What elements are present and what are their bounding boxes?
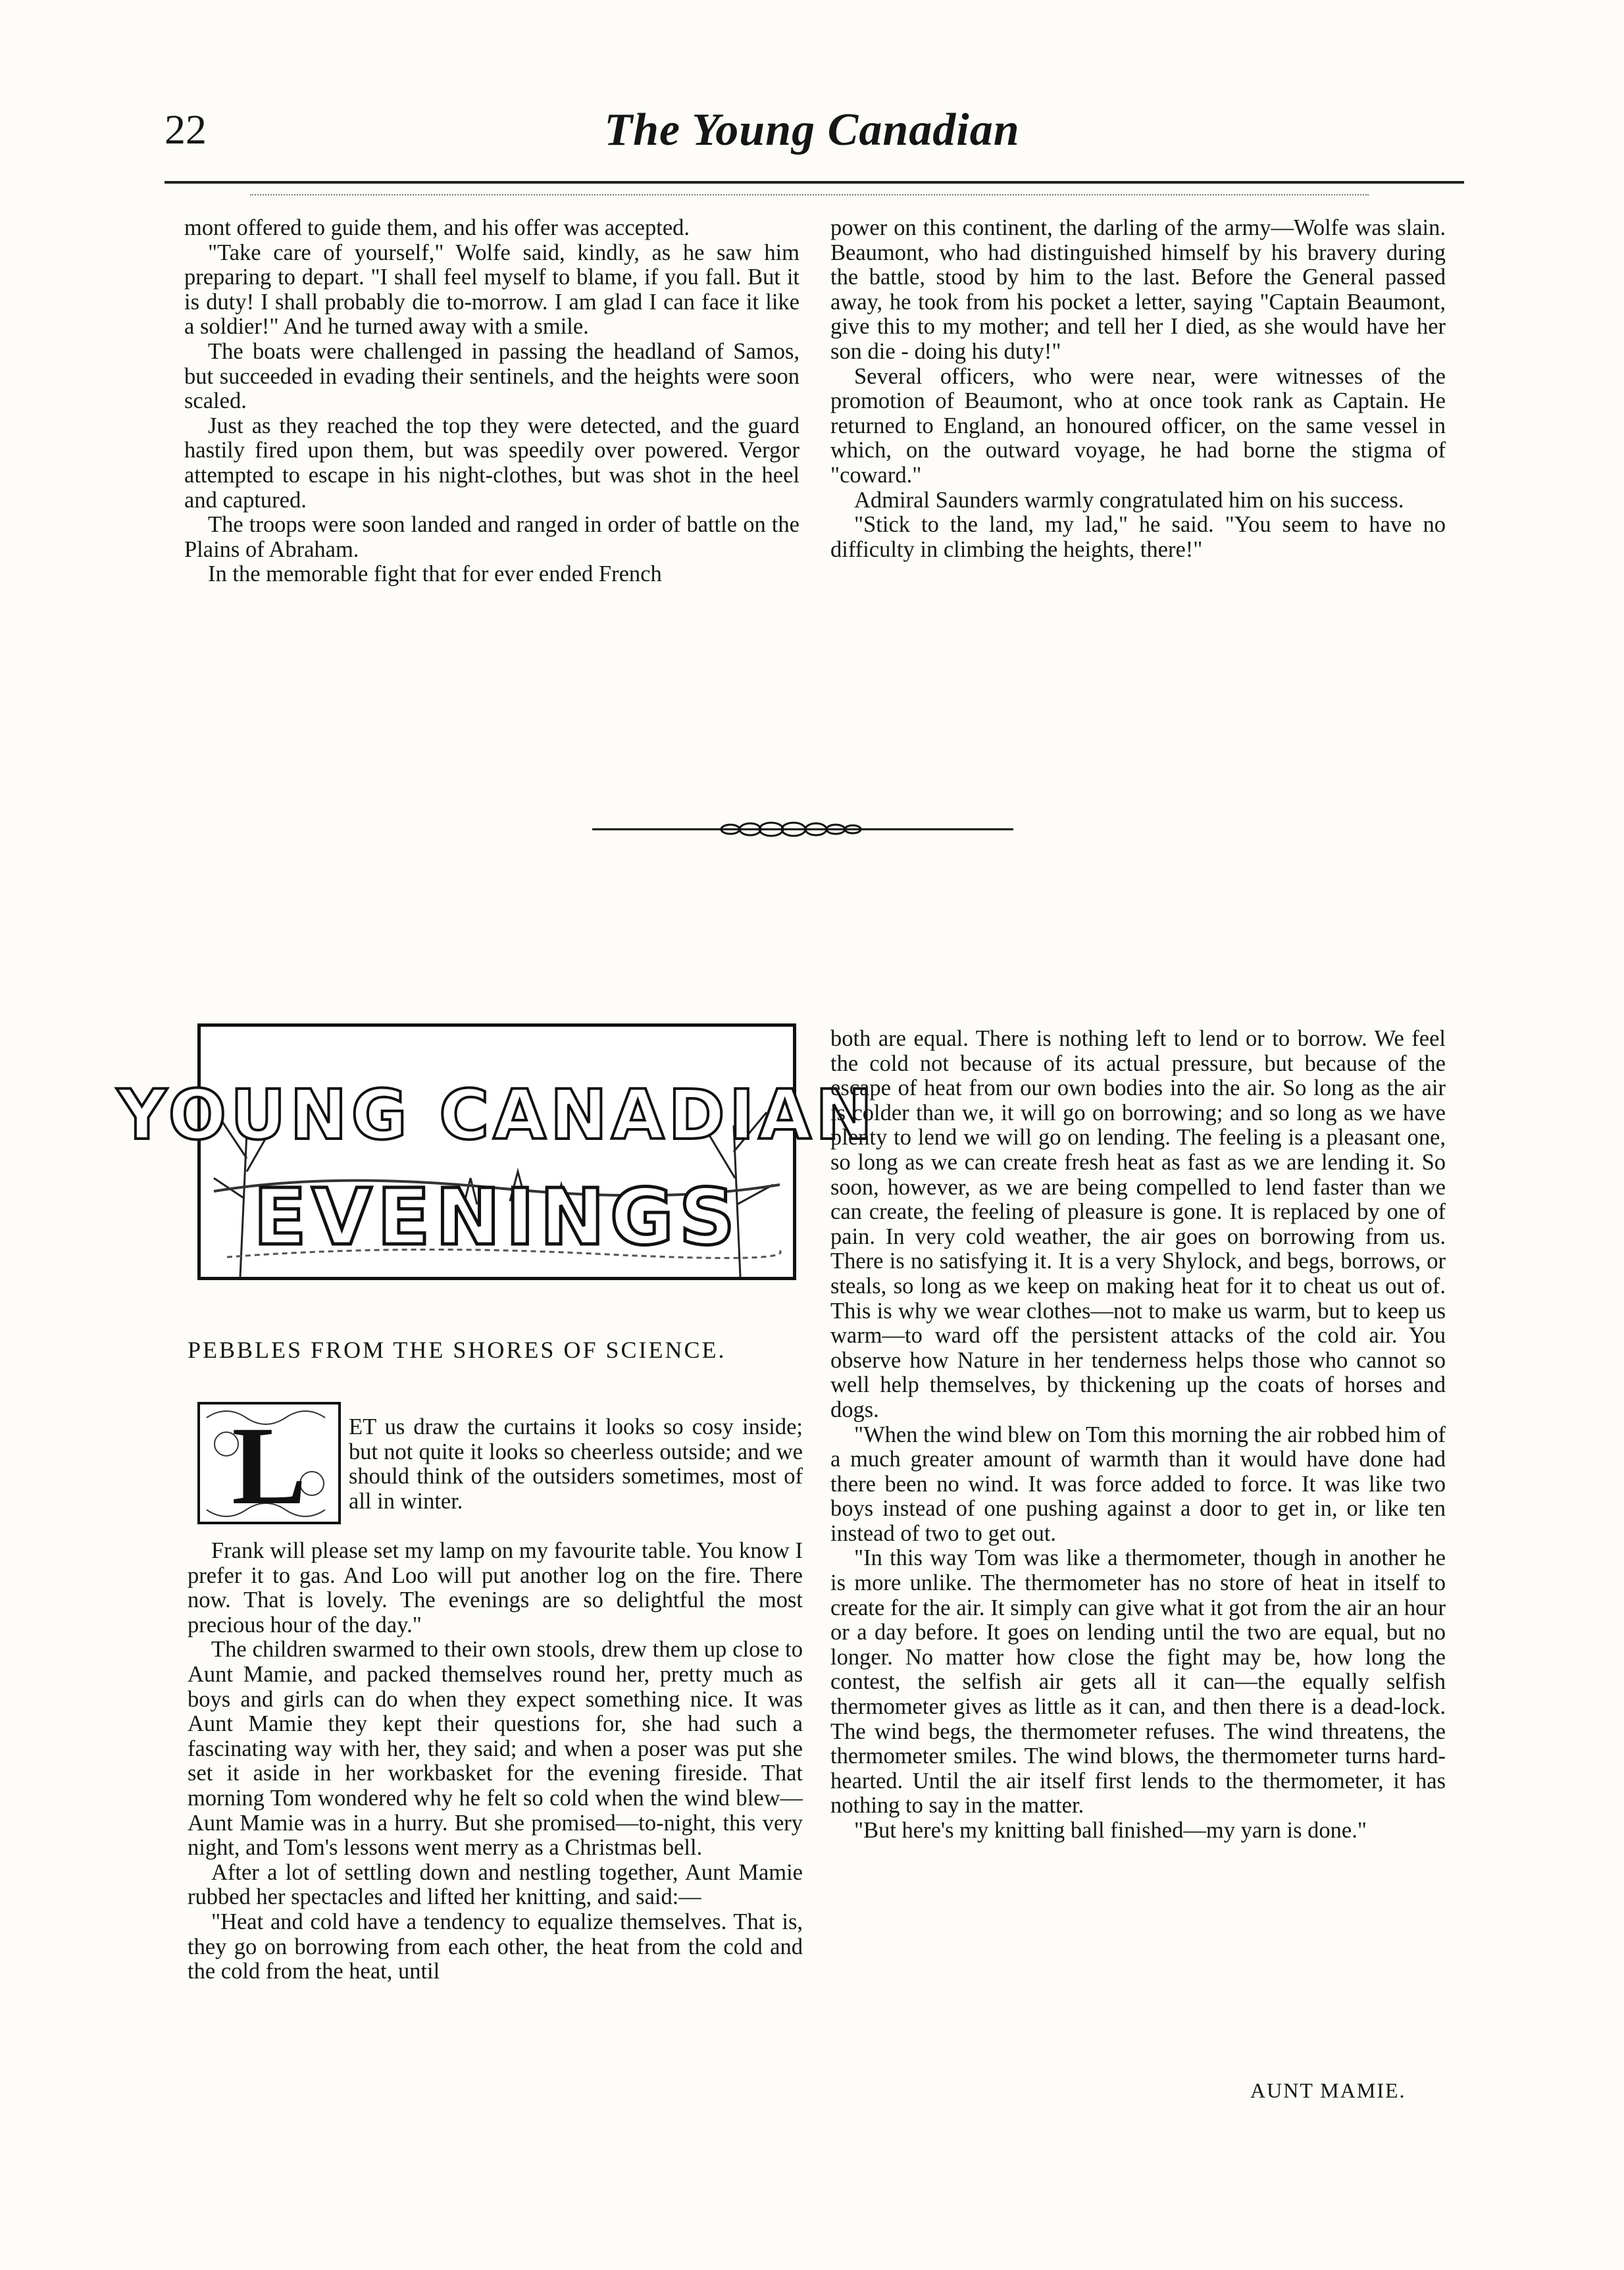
- young-canadian-evenings-banner: [117, 1023, 876, 1280]
- paragraph: both are equal. There is nothing left to lend or to borrow. We feel the cold not because of its actual pressure, but because of the escape of heat from our own bodies into the air. So long as the air is colder than we, it will go on borrowing; and so long as we have plenty to lend we will go on lending. The feeling is a pleasant one, so long as we can create fresh heat as fast as we are lending it. So soon, however, as we are being compelled to lend faster than we can create, the feeling of pleasure is gone. It is replaced by one of pain. In very cold weather, the air goes on borrowing from us. There is no satisfying it. It is a very Shylock, and begs, borrows, or steals, so long as we keep on making heat for it to cheat us out of. This is why we wear clothes—not to make us warm, but to keep us warm—to ward off the persistent attacks of the cold air. You observe how Nature in her tenderness helps those who cannot so well help themselves, by thickening up the coats of horses and dogs.: [830, 1026, 1446, 1422]
- paragraph: "When the wind blew on Tom this morning the air robbed him of a much greater amount of warmth than it would have done had there been no wind. It was force added to force. It was like two boys instead of one pushing against a door to get in, or like ten instead of two to get out.: [830, 1422, 1446, 1546]
- section-opening: [349, 1415, 803, 1514]
- ornamental-divider: [592, 821, 1013, 837]
- author-signature: AUNT MAMIE.: [1250, 2078, 1406, 2102]
- paragraph: In the memorable fight that for ever ended French: [208, 561, 662, 587]
- paragraph: The children swarmed to their own stools, drew them up close to Aunt Mamie, and packed themselves round her, pretty much as boys and girls can do when they expect something nice. It was Aunt Mamie they kept their questions for, she had such a fascinating way with her, they said; and when a poser was put she set it aside in her workbasket for the evening fireside. That morning Tom wondered why he felt so cold when the wind blew—Aunt Mamie was in a hurry. But she promised—to-night, this very night, and Tom's lessons went merry as a Christmas bell.: [188, 1637, 803, 1861]
- banner-line2: EVENINGS: [253, 1172, 740, 1262]
- section-title: PEBBLES FROM THE SHORES OF SCIENCE.: [188, 1337, 726, 1363]
- header-dotted-rule: [250, 194, 1369, 197]
- paragraph: "But here's my knitting ball finished—my yarn is done.": [854, 1818, 1367, 1843]
- paragraph: "Take care of yourself," Wolfe said, kindly, as he saw him preparing to depart. "I shall feel myself to blame, if you fall. But it is duty! I shall probably die to-morrow. I am glad I can face it like a soldier!" And he turned away with a smile.: [184, 240, 799, 340]
- banner-line1: YOUNG CANADIAN: [117, 1075, 876, 1155]
- magazine-title: The Young Canadian: [604, 105, 1020, 155]
- paragraph: "In this way Tom was like a thermometer, though in another he is more unlike. The thermometer has no store of heat in itself to create for the air. It simply can give what it got from the air an hour or a day before. It goes on lending until the two are equal, but no longer. No matter how close the fight may be, how long the contest, the selfish air gets all it can—the equally selfish thermometer gives as little as it can, and then there is a dead-lock. The wind begs, the thermometer refuses. The wind threatens, the thermometer smiles. The wind blows, the thermometer turns hard-hearted. Until the air itself first lends to the thermometer, it has nothing to say in the matter.: [830, 1545, 1446, 1819]
- paragraph: power on this continent, the darling of the army—Wolfe was slain. Beaumont, who had distinguished himself by his bravery during the battle, stood by him to the last. Before the General passed away, he took from his pocket a letter, saying "Captain Beaumont, give this to my mother; and tell her I died, as she would have her son die - doing his duty!": [830, 215, 1446, 364]
- paragraph: Several officers, who were near, were witnesses of the promotion of Beaumont, who at once took rank as Captain. He returned to England, an honoured officer, on the same vessel in which, on the outward voyage, he had borne the stigma of "coward.": [830, 363, 1446, 488]
- header-rule: [165, 181, 1464, 184]
- paragraph: "Heat and cold have a tendency to equalize themselves. That is, they go on borrowing from each other, the heat from the cold and the cold from the heat, until: [188, 1909, 803, 1984]
- paragraph: "Stick to the land, my lad," he said. "You seem to have no difficulty in climbing the heights, there!": [830, 512, 1446, 562]
- paragraph: ET us draw the curtains it looks so cosy inside; but not quite it looks so cheerless outside; and we should think of the outsiders sometimes, most of all in winter.: [349, 1414, 803, 1514]
- paragraph: The troops were soon landed and ranged in order of battle on the Plains of Abraham.: [184, 512, 799, 562]
- drop-cap-letter: L: [232, 1404, 307, 1528]
- paragraph: The boats were challenged in passing the headland of Samos, but succeeded in evading their sentinels, and the heights were soon scaled.: [184, 338, 799, 414]
- section-left-column: [188, 1539, 803, 1984]
- paragraph: Admiral Saunders warmly congratulated him on his success.: [854, 487, 1404, 513]
- paragraph: Frank will please set my lamp on my favourite table. You know I prefer it to gas. And Loo will put another log on the fire. There now. That is lovely. The evenings are so delightful the most precious hour of the day.": [188, 1538, 803, 1638]
- article-left-column: [184, 216, 799, 587]
- article-right-column: [830, 216, 1446, 562]
- paragraph: mont offered to guide them, and his offer was accepted.: [184, 215, 690, 240]
- paragraph: Just as they reached the top they were detected, and the guard hastily fired upon them, but was speedily over powered. Vergor attempted to escape in his night-clothes, but was shot in the heel and captured.: [184, 413, 799, 513]
- section-right-column: [830, 1027, 1446, 1844]
- page-number: 22: [165, 106, 207, 153]
- paragraph: After a lot of settling down and nestling together, Aunt Mamie rubbed her spectacles and lifted her knitting, and said:—: [188, 1859, 803, 1910]
- drop-cap: [197, 1402, 341, 1528]
